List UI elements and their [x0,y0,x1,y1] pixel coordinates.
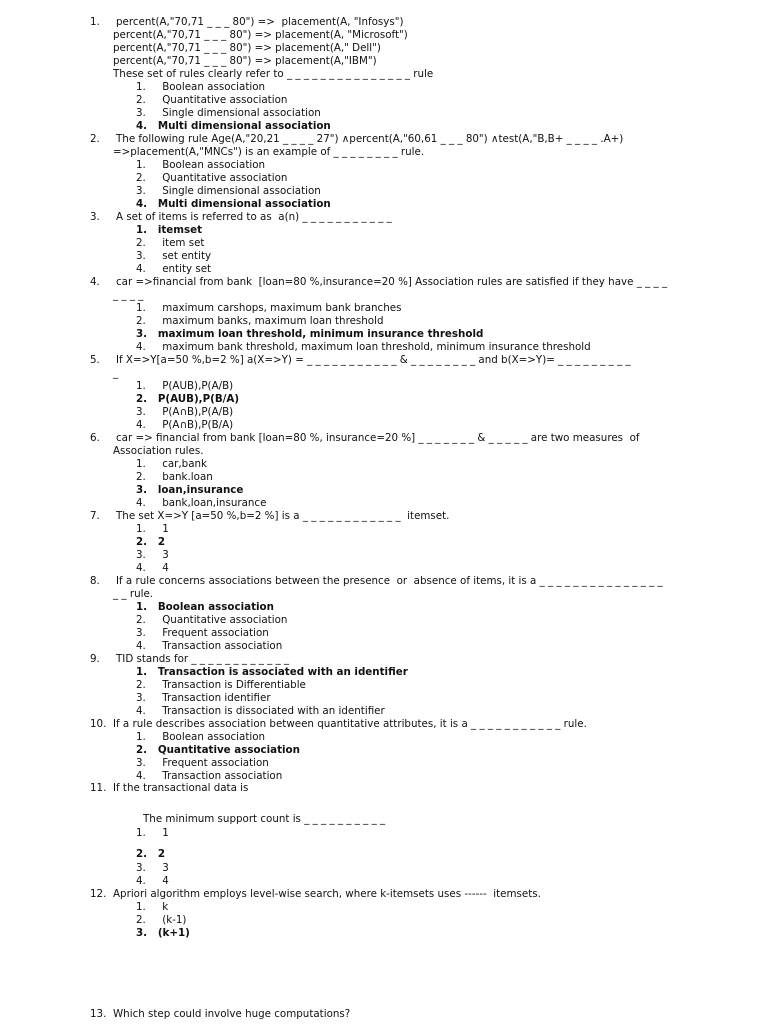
text-line: 1. [90,16,100,28]
text-line: car =>financial from bank [loan=80 %,insurance=20 %] Association rules are satisfied if they have _ _ _ _ [116,276,668,288]
text-line: car => financial from bank [loan=80 %, insurance=20 %] _ _ _ _ _ _ _ & _ _ _ _ _ are two measures of [116,432,640,444]
text-line: The minimum support count is _ _ _ _ _ _ _ _ _ _ [143,813,386,825]
text-line: If the transactional data is [113,782,249,794]
text-line: 3. Single dimensional association [136,185,321,197]
text-line: 4. Transaction association [136,770,283,782]
text-line: 4. maximum bank threshold, maximum loan threshold, minimum insurance threshold [136,341,591,353]
text-line: 1. maximum carshops, maximum bank branches [136,302,402,314]
text-line: 1. 1 [136,827,169,839]
text-line: percent(A,"70,71 _ _ _ 80") => placement(A," Dell") [113,42,381,54]
text-line: 1. Boolean association [136,601,274,613]
text-line: 2. P(AUB),P(B/A) [136,393,240,405]
text-line: percent(A,"70,71 _ _ _ 80") => placement(A, "Microsoft") [113,29,408,41]
text-line: If X=>Y[a=50 %,b=2 %] a(X=>Y) = _ _ _ _ _ _ _ _ _ _ _ & _ _ _ _ _ _ _ _ and b(X=>Y)= _ _ _ _ _ _ _ _ _ [116,354,631,366]
text-line: Association rules. [113,445,204,457]
text-line: 3. (k+1) [136,927,190,939]
text-line: 2. bank.loan [136,471,213,483]
text-line: 4. Multi dimensional association [136,198,331,210]
text-line: 2. item set [136,237,205,249]
text-line: 1. P(AUB),P(A/B) [136,380,234,392]
text-line: 3. maximum loan threshold, minimum insurance threshold [136,328,484,340]
text-line: percent(A,"70,71 _ _ _ 80") => placement(A, "Infosys") [116,16,404,28]
text-line: 4. Transaction association [136,640,283,652]
text-line: 3. Frequent association [136,757,269,769]
text-line: 1. Boolean association [136,731,266,743]
text-line: 2. [90,133,100,145]
text-line: 1. itemset [136,224,203,236]
text-line: 1. k [136,901,169,913]
text-line: The set X=>Y [a=50 %,b=2 %] is a _ _ _ _ _ _ _ _ _ _ _ _ itemset. [116,510,450,522]
text-line: 1. car,bank [136,458,208,470]
text-line: These set of rules clearly refer to _ _ _ _ _ _ _ _ _ _ _ _ _ _ _ rule [113,68,434,80]
text-line: 3. set entity [136,250,212,262]
text-line: 3. loan,insurance [136,484,244,496]
text-line: 3. Single dimensional association [136,107,321,119]
text-line: 4. Multi dimensional association [136,120,331,132]
text-line: 1. 1 [136,523,169,535]
text-line: 2. Quantitative association [136,614,288,626]
text-line: 2. Quantitative association [136,172,288,184]
text-line: 4. 4 [136,562,169,574]
text-line: 2. (k-1) [136,914,187,926]
text-line: _ _ rule. [113,588,154,600]
text-line: 6. [90,432,100,444]
text-line: _ [113,367,119,379]
text-line: 11. [90,782,107,794]
text-line: 3. P(A∩B),P(A/B) [136,406,234,418]
text-line: _ _ _ _ [113,289,144,301]
text-line: A set of items is referred to as a(n) _ _ _ _ _ _ _ _ _ _ _ [116,211,392,223]
text-line: 2. 2 [136,536,165,548]
text-line: 1. Transaction is associated with an identifier [136,666,408,678]
text-line: percent(A,"70,71 _ _ _ 80") => placement(A,"IBM") [113,55,377,67]
text-line: 4. [90,276,100,288]
text-line: 3. Frequent association [136,627,269,639]
text-line: 2. 2 [136,848,165,860]
text-line: 2. maximum banks, maximum loan threshold [136,315,384,327]
text-line: 4. entity set [136,263,212,275]
text-line: 4. Transaction is dissociated with an identifier [136,705,385,717]
text-line: 3. Transaction identifier [136,692,271,704]
text-line: =>placement(A,"MNCs") is an example of _ _ _ _ _ _ _ _ rule. [113,146,425,158]
text-line: 3. [90,211,100,223]
text-line: 5. [90,354,100,366]
text-line: 2. Quantitative association [136,94,288,106]
text-line: 3. 3 [136,549,169,561]
text-line: 1. Boolean association [136,81,266,93]
text-line: 4. P(A∩B),P(B/A) [136,419,234,431]
text-line: 9. [90,653,100,665]
text-line: If a rule concerns associations between the presence or absence of items, it is a _ _ _ _ _ _ _ _ _ _ _ _ _ _ _ [116,575,663,587]
text-line: 4. bank,loan,insurance [136,497,267,509]
text-line: 8. [90,575,100,587]
text-line: 10. [90,718,107,730]
text-line: 1. Boolean association [136,159,266,171]
text-line: Apriori algorithm employs level-wise search, where k-itemsets uses ------ itemsets. [113,888,541,900]
text-line: 2. Transaction is Differentiable [136,679,306,691]
text-line: 3. 3 [136,862,169,874]
text-line: Which step could involve huge computations? [113,1008,351,1020]
text-line: 7. [90,510,100,522]
text-line: TID stands for _ _ _ _ _ _ _ _ _ _ _ _ [116,653,290,665]
text-line: If a rule describes association between quantitative attributes, it is a _ _ _ _ _ _ _ _ _ _ _ rule. [113,718,587,730]
text-line: The following rule Age(A,"20,21 _ _ _ _ 27") ∧percent(A,"60,61 _ _ _ 80") ∧test(A,"B,B+ _ _ _ _ .A+) [116,133,624,145]
text-line: 13. [90,1008,107,1020]
text-line: 4. 4 [136,875,169,887]
text-line: 2. Quantitative association [136,744,300,756]
text-line: 12. [90,888,107,900]
